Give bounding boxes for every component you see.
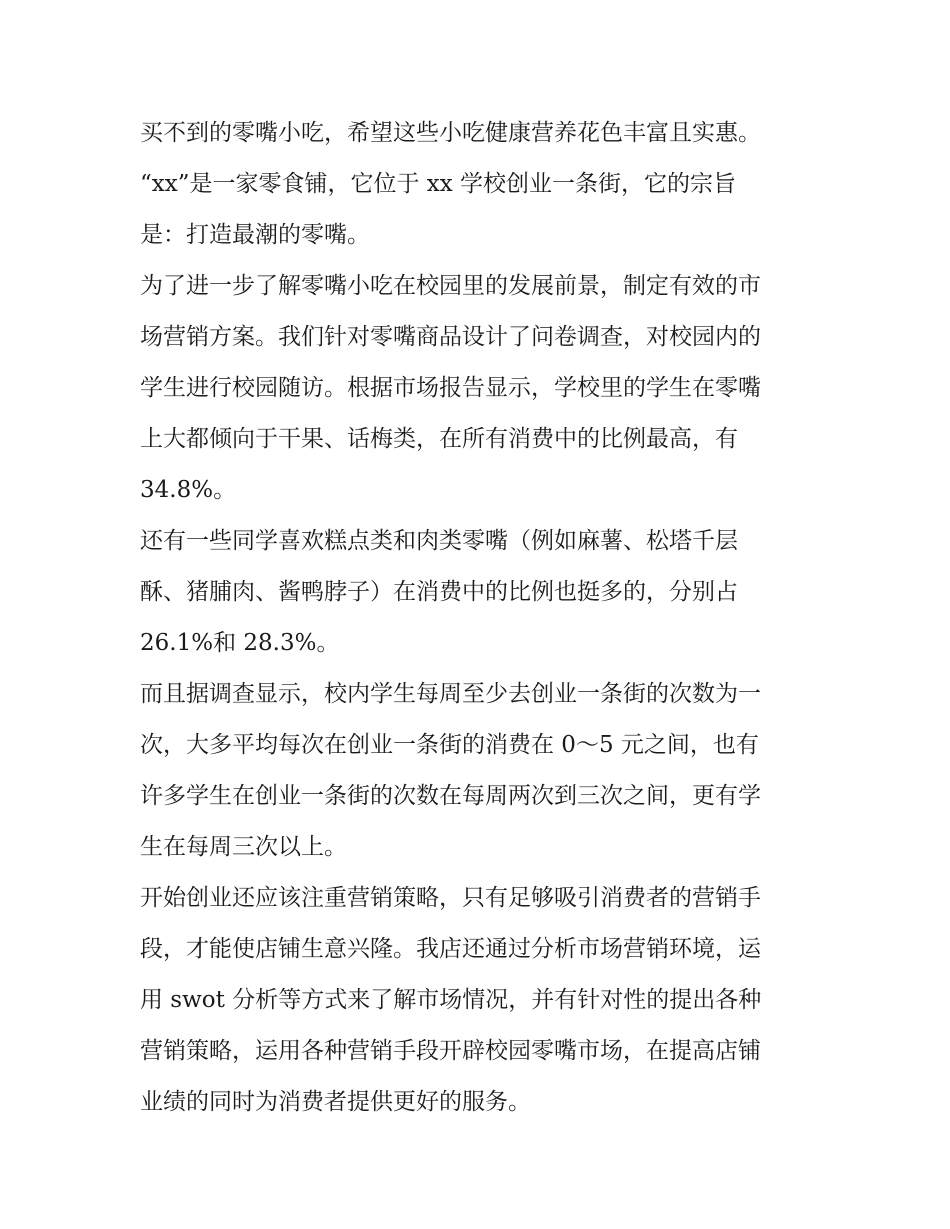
document-body — [140, 108, 820, 1128]
text-line: 还有一些同学喜欢糕点类和肉类零嘴（例如麻薯、松塔千层 — [140, 528, 738, 554]
text-line: 用 swot 分析等方式来了解市场情况，并有针对性的提出各种 — [140, 987, 762, 1013]
text-line: “xx”是一家零食铺，它位于 xx 学校创业一条街，它的宗旨 — [140, 171, 737, 197]
text-line: 次，大多平均每次在创业一条街的消费在 0～5 元之间，也有 — [140, 732, 759, 758]
text-line: 上大都倾向于干果、话梅类，在所有消费中的比例最高，有 — [140, 426, 738, 452]
paragraph-survey — [140, 261, 820, 516]
text-line: 学生进行校园随访。根据市场报告显示，学校里的学生在零嘴 — [140, 375, 761, 401]
paragraph-shop-description — [140, 159, 820, 261]
text-line: 营销策略，运用各种营销手段开辟校园零嘴市场，在提高店铺 — [140, 1038, 761, 1064]
text-line: 买不到的零嘴小吃，希望这些小吃健康营养花色丰富且实惠。 — [140, 120, 761, 146]
paragraph-intro-tail — [140, 108, 820, 159]
text-line: 场营销方案。我们针对零嘴商品设计了问卷调查，对校园内的 — [140, 324, 761, 350]
text-line: 为了进一步了解零嘴小吃在校园里的发展前景，制定有效的市 — [140, 273, 761, 299]
paragraph-marketing-strategy — [140, 873, 820, 1128]
text-line: 生在每周三次以上。 — [140, 834, 347, 860]
text-line: 许多学生在创业一条街的次数在每周两次到三次之间，更有学 — [140, 783, 761, 809]
text-line: 酥、猪脯肉、酱鸭脖子）在消费中的比例也挺多的，分别占 — [140, 579, 738, 605]
paragraph-other-snacks — [140, 516, 820, 669]
text-line: 而且据调查显示，校内学生每周至少去创业一条街的次数为一 — [140, 681, 761, 707]
text-line: 34.8%。 — [140, 477, 237, 503]
text-line: 是：打造最潮的零嘴。 — [140, 222, 370, 248]
paragraph-visit-frequency — [140, 669, 820, 873]
text-line: 段，才能使店铺生意兴隆。我店还通过分析市场营销环境，运 — [140, 936, 761, 962]
text-line: 开始创业还应该注重营销策略，只有足够吸引消费者的营销手 — [140, 885, 761, 911]
text-line: 26.1%和 28.3%。 — [140, 630, 340, 656]
text-line: 业绩的同时为消费者提供更好的服务。 — [140, 1089, 531, 1115]
